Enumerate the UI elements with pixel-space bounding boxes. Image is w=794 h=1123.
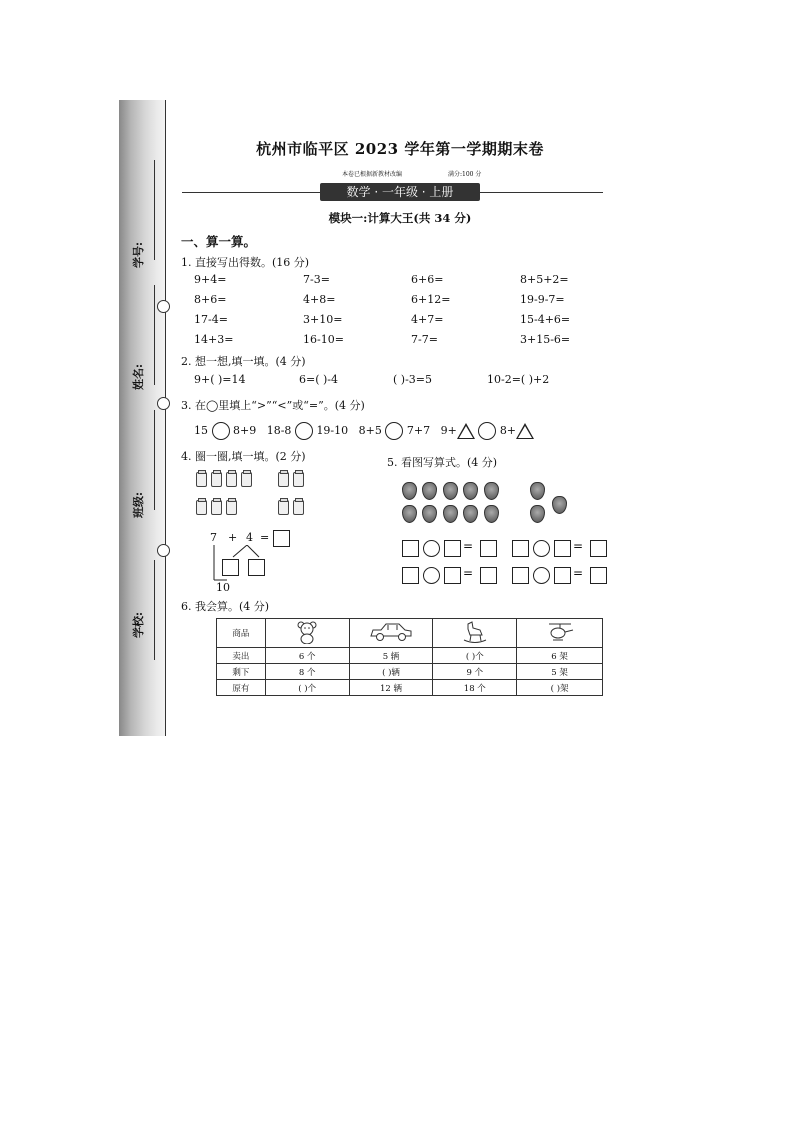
milk-bottle-icon <box>226 472 237 487</box>
q4-plus: + <box>228 531 238 544</box>
q1-item[interactable]: 3+10= <box>303 313 343 326</box>
strawberry-icon <box>484 505 499 523</box>
q3-right: 7+7 <box>406 424 431 437</box>
section-title: 一、算一算。 <box>181 234 257 249</box>
q4-addend-a: 7 <box>210 531 217 544</box>
q1-item[interactable]: 14+3= <box>194 333 234 346</box>
answer-box[interactable] <box>480 540 497 557</box>
q3-left: 18-8 <box>266 424 292 437</box>
milk-bottle-icon <box>196 500 207 515</box>
table-cell[interactable]: ( )辆 <box>349 664 433 680</box>
q1-item[interactable]: 8+5+2= <box>520 273 569 286</box>
milk-bottle-icon <box>211 500 222 515</box>
table-cell: 18 个 <box>433 680 517 696</box>
q1-item[interactable]: 7-3= <box>303 273 330 286</box>
goods-cell <box>349 619 433 648</box>
q4-ten: 10 <box>216 581 230 594</box>
q3-row <box>194 422 534 440</box>
milk-bottle-icon <box>196 472 207 487</box>
bar-rule-right <box>480 192 603 193</box>
car-icon <box>368 621 414 643</box>
strawberry-icon <box>443 482 458 500</box>
strawberry-icon <box>530 505 545 523</box>
q1-item[interactable]: 17-4= <box>194 313 228 326</box>
strawberry-icon <box>402 505 417 523</box>
answer-box[interactable] <box>402 567 419 584</box>
answer-box[interactable] <box>444 540 461 557</box>
q4-split-box[interactable] <box>248 559 265 576</box>
class-field[interactable]: 班级: <box>132 491 145 518</box>
milk-bottle-icon <box>293 472 304 487</box>
q6-title: 6. 我会算。(4 分) <box>181 600 270 613</box>
q4-equals: = <box>260 531 270 544</box>
compare-circle[interactable] <box>385 422 403 440</box>
operator-circle[interactable] <box>533 540 550 557</box>
q3-right: 8+ <box>499 424 517 437</box>
triangle-icon <box>516 423 534 439</box>
binding-line <box>165 100 166 736</box>
strawberry-icon <box>443 505 458 523</box>
equals-sign: = <box>573 566 584 580</box>
q1-item[interactable]: 6+6= <box>411 273 444 286</box>
strawberry-icon <box>463 505 478 523</box>
strawberry-icon <box>422 482 437 500</box>
compare-circle[interactable] <box>295 422 313 440</box>
q2-item[interactable]: 9+( )=14 <box>194 373 246 386</box>
rocking-horse-icon <box>462 620 488 644</box>
table-cell: 9 个 <box>433 664 517 680</box>
answer-box[interactable] <box>444 567 461 584</box>
module-title: 模块一:计算大王(共 34 分) <box>328 211 472 225</box>
milk-bottle-icon <box>211 472 222 487</box>
q2-item[interactable]: 10-2=( )+2 <box>487 373 550 386</box>
q1-item[interactable]: 6+12= <box>411 293 451 306</box>
binding-hole <box>157 300 170 313</box>
table-cell[interactable]: ( )个 <box>265 680 349 696</box>
goods-cell <box>517 619 603 648</box>
strawberry-icon <box>422 505 437 523</box>
teddy-bear-icon <box>295 620 319 644</box>
exam-note: 本卷已根据新教材改编 <box>342 171 403 178</box>
school-field[interactable]: 学校: <box>132 611 145 638</box>
goods-cell <box>265 619 349 648</box>
row-label: 商品 <box>217 619 266 648</box>
strawberry-icon <box>484 482 499 500</box>
answer-box[interactable] <box>554 540 571 557</box>
compare-circle[interactable] <box>478 422 496 440</box>
goods-cell <box>433 619 517 648</box>
milk-bottle-icon <box>241 472 252 487</box>
answer-box[interactable] <box>402 540 419 557</box>
bar-rule-left <box>182 192 320 193</box>
q4-addend-b: 4 <box>246 531 253 544</box>
table-cell: 6 个 <box>265 648 349 664</box>
q1-item[interactable]: 16-10= <box>303 333 344 346</box>
milk-bottle-icon <box>278 500 289 515</box>
exam-title: 杭州市临平区 2023 学年第一学期期末卷 <box>256 140 544 158</box>
q3-title: 3. 在◯里填上“>”“<”或“=”。(4 分) <box>181 399 365 412</box>
equals-sign: = <box>463 539 474 553</box>
q1-item[interactable]: 7-7= <box>411 333 438 346</box>
table-cell[interactable]: ( )架 <box>517 680 603 696</box>
q1-item[interactable]: 3+15-6= <box>520 333 571 346</box>
q5-title: 5. 看图写算式。(4 分) <box>387 456 498 469</box>
answer-box[interactable] <box>480 567 497 584</box>
q1-item[interactable]: 9+4= <box>194 273 227 286</box>
table-row <box>217 648 603 664</box>
q1-item[interactable]: 8+6= <box>194 293 227 306</box>
goods-table <box>216 618 603 696</box>
q2-item[interactable]: 6=( )-4 <box>299 373 339 386</box>
milk-bottle-icon <box>278 472 289 487</box>
q1-item[interactable]: 4+8= <box>303 293 336 306</box>
equals-sign: = <box>573 539 584 553</box>
q1-item[interactable]: 4+7= <box>411 313 444 326</box>
full-score: 满分:100 分 <box>448 171 482 178</box>
table-cell: 6 架 <box>517 648 603 664</box>
row-label: 原有 <box>217 680 266 696</box>
q2-title: 2. 想一想,填一填。(4 分) <box>181 355 306 368</box>
q3-right: 19-10 <box>316 424 349 437</box>
helicopter-icon <box>545 621 575 643</box>
answer-box[interactable] <box>590 567 607 584</box>
table-cell: 5 架 <box>517 664 603 680</box>
binding-hole <box>157 397 170 410</box>
student-id-field[interactable]: 学号: <box>132 241 145 268</box>
q4-title: 4. 圈一圈,填一填。(2 分) <box>181 450 306 463</box>
subject-bar: 数学 · 一年级 · 上册 <box>320 183 480 201</box>
answer-box[interactable] <box>554 567 571 584</box>
answer-box[interactable] <box>590 540 607 557</box>
triangle-icon <box>457 423 475 439</box>
table-cell[interactable]: ( )个 <box>433 648 517 664</box>
table-row <box>217 619 603 648</box>
row-label: 剩下 <box>217 664 266 680</box>
strawberry-icon <box>402 482 417 500</box>
operator-circle[interactable] <box>423 567 440 584</box>
q3-right: 8+9 <box>233 424 257 437</box>
q3-left: 8+5 <box>358 424 382 437</box>
answer-box[interactable] <box>512 567 529 584</box>
q4-split-box[interactable] <box>222 559 239 576</box>
milk-bottle-icon <box>293 500 304 515</box>
strawberry-icon <box>552 496 567 514</box>
table-cell: 8 个 <box>265 664 349 680</box>
name-field[interactable]: 姓名: <box>132 363 145 390</box>
table-cell: 5 辆 <box>349 648 433 664</box>
q3-left: 9+ <box>440 424 457 437</box>
q1-item[interactable]: 19-9-7= <box>520 293 565 306</box>
table-cell: 12 辆 <box>349 680 433 696</box>
milk-bottle-icon <box>226 500 237 515</box>
strawberry-icon <box>463 482 478 500</box>
q2-item[interactable]: ( )-3=5 <box>393 373 433 386</box>
answer-box[interactable] <box>512 540 529 557</box>
row-label: 卖出 <box>217 648 266 664</box>
operator-circle[interactable] <box>533 567 550 584</box>
strawberry-icon <box>530 482 545 500</box>
table-row <box>217 664 603 680</box>
q1-item[interactable]: 15-4+6= <box>520 313 571 326</box>
operator-circle[interactable] <box>423 540 440 557</box>
compare-circle[interactable] <box>212 422 230 440</box>
q3-left: 15 <box>194 424 208 437</box>
q1-title: 1. 直接写出得数。(16 分) <box>181 256 310 269</box>
table-row <box>217 680 603 696</box>
binding-hole <box>157 544 170 557</box>
equals-sign: = <box>463 566 474 580</box>
q4-answer-box[interactable] <box>273 530 290 547</box>
